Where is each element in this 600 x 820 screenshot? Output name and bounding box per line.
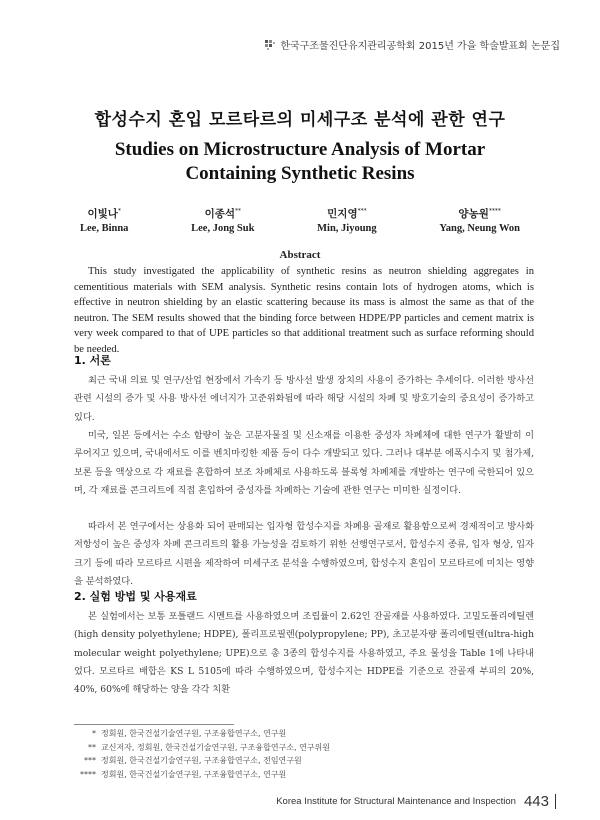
page-footer [276, 794, 556, 809]
footnote-rule [74, 724, 234, 725]
footnote-text: 정회원, 한국건설기술연구원, 구조융합연구소, 연구원 [101, 769, 287, 779]
section-1-paragraph-3: 따라서 본 연구에서는 상용화 되어 판매되는 입자형 합성수지를 차폐용 골재로 활용함으로써 경제적이고 방사화 저항성이 높은 중성자 차폐 콘크리트의 활용 가능성을 검토하기 위한 선행연구로서, 합성수지 종류, 입자 형상, 입자 크기 등에 따라 모르타르 시편을 제작하여 미세구조 분석을 수행하였으며, 합성수지 혼입이 모르타르에 미치는 영향을 분석하였다. [74, 521, 534, 587]
title-english-line1: Studies on Microstructure Analysis of Mortar [114, 139, 486, 160]
footnotes [74, 727, 434, 781]
section-2-paragraph-1: 본 실험에서는 보통 포틀랜드 시멘트를 사용하였으며 조립률이 2.62인 잔골재를 사용하였다. 고밀도폴리에틸렌(high density polyethylene; HDPE), 폴리프로필렌(polypropylene; PP), 초고분자량 폴리에틸렌(ultra-high molecular weight polyethylene; UPE)으로 총 3종의 합성수지를 사용하였고, 주요 물성을 Table 1에 나타내었다. 모르타르 배합은 KS L 5105에 따라 수행하였으며, 합성수지는 HDPE를 기준으로 잔골재 부피의 20%, 40%, 60%에 해당하는 양을 각각 치환 [74, 611, 534, 696]
footnote-mark: *** [84, 756, 96, 765]
footer-organization: Korea Institute for Structural Maintenance and Inspection [276, 796, 516, 807]
author-name-en: Lee, Jong Suk [191, 223, 255, 234]
society-logo-icon [264, 39, 276, 51]
author-2 [191, 206, 254, 234]
footnote [74, 741, 434, 755]
author-name-ko: 민지영 [327, 208, 358, 220]
author-name-en: Lee, Binna [80, 223, 129, 234]
footnote-text: 교신저자, 정회원, 한국건설기술연구원, 구조융합연구소, 연구위원 [101, 742, 330, 752]
author-4 [439, 206, 520, 234]
section-1-heading: 1. 서론 [74, 354, 111, 367]
author-list [80, 206, 520, 234]
section-1-paragraph-1: 최근 국내 의료 및 연구/산업 현장에서 가속기 등 방사선 발생 장치의 사용이 증가하는 추세이다. 이러한 방사선 관련 시설의 증가 및 사용 방사선 에너지가 고준위화됨에 따라 해당 시설의 차폐 및 방호기술의 중요성이 증가하고 있다. [74, 375, 534, 423]
author-name-en: Yang, Neung Won [439, 223, 520, 234]
abstract-heading: Abstract [279, 249, 321, 261]
title-korean: 합성수지 혼입 모르타르의 미세구조 분석에 관한 연구 [94, 110, 506, 130]
author-name-en: Min, Jiyoung [317, 223, 377, 234]
footnote-mark: ** [88, 742, 96, 752]
footnote-mark: * [92, 729, 96, 738]
author-name-ko: 이종석 [204, 208, 235, 220]
author-name-ko: 양농원 [458, 208, 489, 220]
author-name-ko: 이빛나 [87, 208, 118, 220]
section-1-paragraph-2: 미국, 일본 등에서는 수소 함량이 높은 고분자물질 및 신소재를 이용한 중성자 차폐체에 대한 연구가 활발히 이루어지고 있으며, 국내에서도 이를 벤치마킹한 제품 등이 다수 개발되고 있다. 그러나 대부분 에폭시수지 및 첨가제, 보론 등을 액상으로 각 재료를 혼합하여 보조 차폐체로 사용하도록 블록형 차폐체를 개발하는 연구에 국한되어 있으며, 각 재료를 콘크리트에 직접 혼입하여 중성자를 차폐하는 기술에 관한 연구는 미미한 실정이다. [74, 430, 534, 496]
abstract-text: This study investigated the applicability of synthetic resins as neutron shielding aggregates in cementitious materials with SEM analysis. Synthetic resins contain lots of hydrogen atoms, which is effective in neutron shielding by an elastic scattering because its mass is almost the same as that of the neutron. The SEM results showed that the binding force between HDPE/PP particles and cement matrix is very week compared to that of UPE particles so that additional treatment such as surface reforming should be needed. [74, 266, 534, 355]
page-number: 443 [524, 794, 556, 809]
footnote [74, 768, 434, 782]
footnote [74, 754, 434, 768]
footnote-text: 정회원, 한국건설기술연구원, 구조융합연구소, 연구원 [101, 729, 287, 738]
section-2-heading: 2. 실험 방법 및 사용재료 [74, 590, 197, 603]
footnote [74, 727, 434, 741]
author-3 [317, 206, 377, 234]
author-mark: ** [235, 207, 241, 215]
title-english-line2: Containing Synthetic Resins [185, 163, 415, 184]
footnote-text: 정회원, 한국건설기술연구원, 구조융합연구소, 전임연구원 [101, 756, 302, 765]
journal-header [264, 37, 560, 52]
footnote-mark: **** [80, 769, 96, 779]
journal-name: 한국구조물진단유지관리공학회 2015년 가을 학술발표회 논문집 [280, 41, 560, 52]
author-mark: *** [357, 207, 367, 215]
title-english [0, 138, 600, 186]
author-mark: **** [488, 207, 501, 215]
author-1 [80, 206, 128, 234]
author-mark: * [117, 207, 121, 215]
